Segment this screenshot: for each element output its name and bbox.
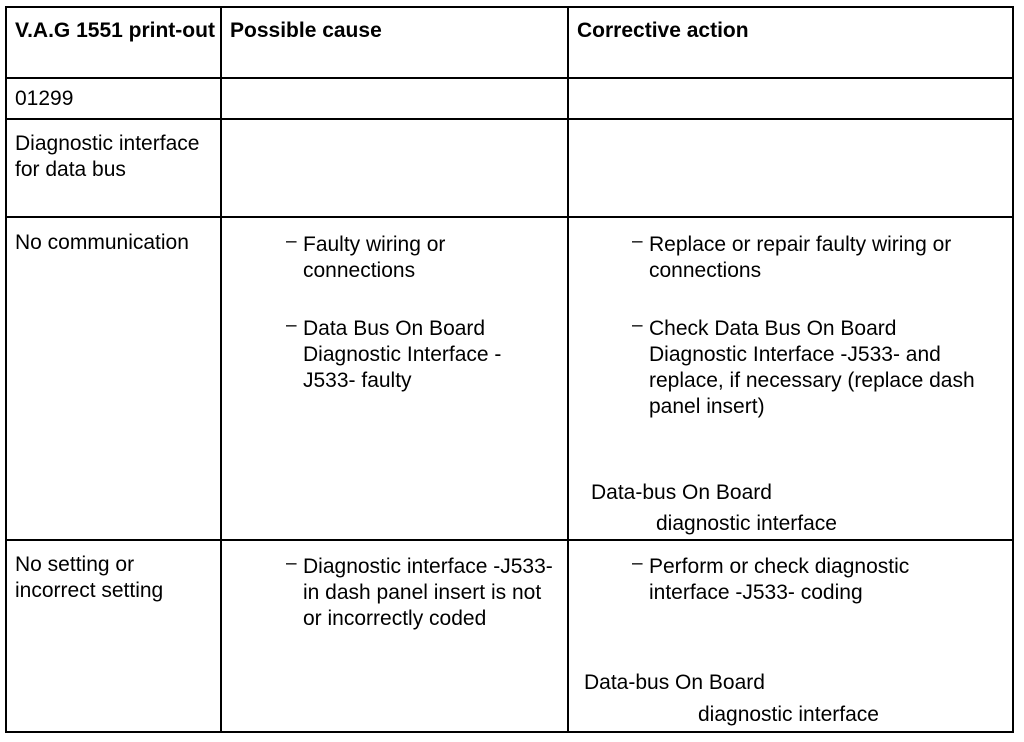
dash-icon: – (632, 231, 643, 252)
action-text: Perform or check diagnostic interface -J533- coding (649, 555, 910, 604)
code-cell (7, 79, 222, 118)
figure-caption-line1: Data-bus On Board (584, 671, 765, 694)
cause-item (286, 553, 553, 632)
figure-caption-line2: diagnostic interface (656, 512, 837, 535)
empty-cell (569, 120, 1012, 216)
header-cell-action (569, 8, 1012, 77)
empty-cell (222, 79, 569, 118)
cause-text: Faulty wiring or connections (303, 233, 446, 282)
table-header-row (7, 8, 1012, 79)
cause-cell (222, 541, 569, 731)
action-item (632, 315, 994, 420)
action-cell (569, 218, 1012, 539)
header-cell-cause (222, 8, 569, 77)
fault-code: 01299 (15, 87, 74, 110)
cause-item (286, 315, 553, 394)
empty-cell (222, 120, 569, 216)
action-item (632, 553, 969, 606)
header-corrective-action: Corrective action (577, 19, 749, 42)
action-item (632, 231, 1004, 284)
dash-icon: – (286, 315, 297, 336)
cause-item (286, 231, 553, 284)
dash-icon: – (632, 315, 643, 336)
header-cell-printout (7, 8, 222, 77)
cause-text: Diagnostic interface -J533- in dash panel insert is not or incorrectly coded (303, 555, 553, 630)
table-row-no-setting (7, 541, 1012, 731)
printout-no-setting: No setting or incorrect setting (15, 553, 164, 602)
figure-caption-line1: Data-bus On Board (591, 481, 772, 504)
table-row-code (7, 79, 1012, 120)
table-row-component (7, 120, 1012, 218)
printout-cell (7, 218, 222, 539)
dash-icon: – (632, 553, 643, 574)
action-text: Replace or repair faulty wiring or connections (649, 233, 952, 282)
component-cell (7, 120, 222, 216)
header-printout: V.A.G 1551 print-out (15, 19, 215, 42)
diagnostic-table (5, 6, 1014, 733)
cause-text: Data Bus On Board Diagnostic Interface -J533- faulty (303, 317, 502, 392)
action-cell (569, 541, 1012, 731)
figure-caption-line2: diagnostic interface (698, 703, 879, 726)
printout-cell (7, 541, 222, 731)
cause-cell (222, 218, 569, 539)
dash-icon: – (286, 553, 297, 574)
header-possible-cause: Possible cause (230, 19, 382, 42)
table-row-no-communication (7, 218, 1012, 541)
dash-icon: – (286, 231, 297, 252)
action-text: Check Data Bus On Board Diagnostic Interface -J533- and replace, if necessary (replace dash panel insert) (649, 317, 975, 418)
printout-no-communication: No communication (15, 231, 189, 254)
component-name: Diagnostic interface for data bus (15, 132, 200, 181)
empty-cell (569, 79, 1012, 118)
